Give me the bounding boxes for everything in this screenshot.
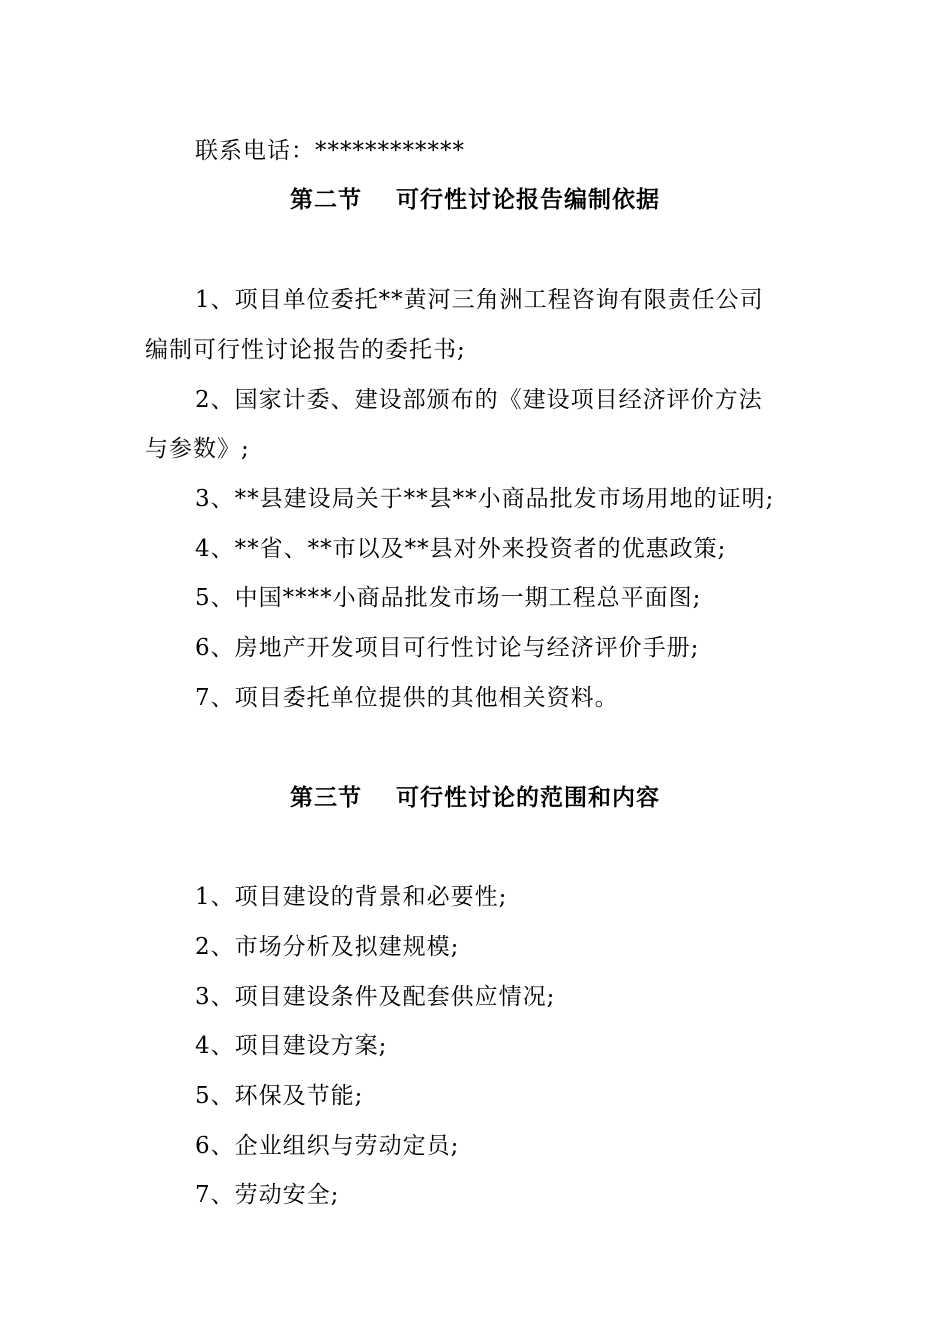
section-2-item-1-cont: 编制可行性讨论报告的委托书;	[145, 337, 466, 363]
section-2-heading	[0, 185, 950, 215]
section-2-item-3: 3、**县建设局关于**县**小商品批发市场用地的证明;	[195, 486, 775, 512]
section-2-number: 第二节	[290, 186, 362, 213]
section-3-item-1: 1、项目建设的背景和必要性;	[195, 884, 508, 910]
section-3-heading	[0, 783, 950, 813]
section-2-item-7: 7、项目委托单位提供的其他相关资料。	[195, 685, 619, 711]
section-2-item-5: 5、中国****小商品批发市场一期工程总平面图;	[195, 585, 702, 611]
section-3-item-7: 7、劳动安全;	[195, 1182, 340, 1208]
section-2-title: 可行性讨论报告编制依据	[396, 186, 660, 213]
section-2-item-6: 6、房地产开发项目可行性讨论与经济评价手册;	[195, 635, 700, 661]
section-2-item-2: 2、国家计委、建设部颁布的《建设项目经济评价方法	[195, 387, 763, 413]
section-2-item-1: 1、项目单位委托**黄河三角洲工程咨询有限责任公司	[195, 287, 764, 313]
section-3-title: 可行性讨论的范围和内容	[396, 784, 660, 811]
section-3-item-5: 5、环保及节能;	[195, 1083, 364, 1109]
section-3-item-4: 4、项目建设方案;	[195, 1033, 388, 1059]
section-3-item-3: 3、项目建设条件及配套供应情况;	[195, 984, 556, 1010]
contact-phone: 联系电话：************	[195, 138, 465, 164]
section-3-number: 第三节	[290, 784, 362, 811]
section-2-item-2-cont: 与参数》;	[145, 436, 250, 462]
section-3-item-6: 6、企业组织与劳动定员;	[195, 1133, 460, 1159]
section-3-item-2: 2、市场分析及拟建规模;	[195, 934, 460, 960]
section-2-item-4: 4、**省、**市以及**县对外来投资者的优惠政策;	[195, 536, 727, 562]
